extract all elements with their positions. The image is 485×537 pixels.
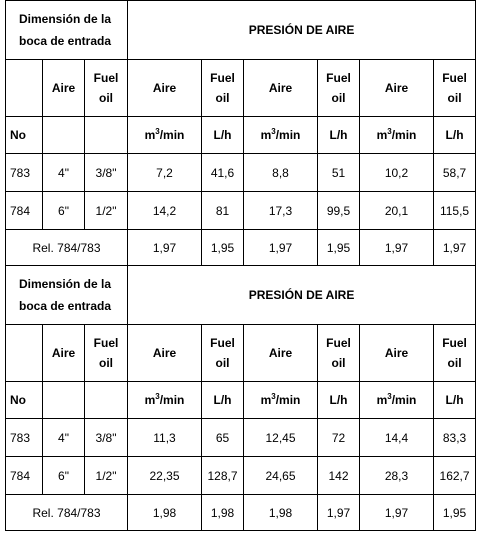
inlet-title-line1: Dimensión de la — [19, 12, 112, 26]
row-value: 17,3 — [244, 192, 318, 230]
air-label: Aire — [152, 346, 177, 360]
row-value: 81 — [202, 192, 244, 230]
fuel-label-line1: Fuel — [93, 336, 119, 350]
fuel-label-line2: oil — [215, 356, 230, 370]
ratio-value: 1,97 — [360, 495, 434, 531]
row-value: 58,7 — [434, 154, 476, 192]
table-row — [6, 192, 476, 230]
air-pressure-title: PRESIÓN DE AIRE — [248, 23, 355, 37]
air-unit-base: m — [260, 128, 272, 142]
air-unit-base: m — [260, 393, 272, 407]
fuel-unit: L/h — [329, 128, 348, 142]
ratio-value: 1,95 — [202, 230, 244, 266]
air-pressure-title: PRESIÓN DE AIRE — [248, 288, 355, 302]
air-unit-exponent: 3 — [155, 392, 160, 401]
unit-fuel-cell — [318, 382, 360, 419]
air-label: Aire — [51, 346, 76, 360]
row-value: 72 — [318, 419, 360, 457]
row-fuel-size: 1/2" — [85, 457, 128, 495]
air-unit-base: m — [144, 393, 156, 407]
unit-air-cell — [244, 117, 318, 154]
row-value: 65 — [202, 419, 244, 457]
row-value: 7,2 — [128, 154, 202, 192]
col-header-fuel-flow — [318, 325, 360, 382]
air-unit-base: m — [376, 128, 388, 142]
inlet-title-line2: boca de entrada — [19, 34, 112, 48]
ratio-label: Rel. 784/783 — [6, 495, 128, 531]
col-header-air-flow — [128, 325, 202, 382]
col-header-fuel-oil — [85, 60, 128, 117]
table-row — [6, 457, 476, 495]
blank-cell — [85, 382, 128, 419]
air-unit — [145, 128, 185, 142]
col-header-no — [6, 117, 43, 154]
air-unit-suffix: /min — [391, 128, 417, 142]
row-value: 28,3 — [360, 457, 434, 495]
row-value: 20,1 — [360, 192, 434, 230]
row-value: 14,2 — [128, 192, 202, 230]
row-fuel-size: 3/8" — [85, 419, 128, 457]
row-value: 12,45 — [244, 419, 318, 457]
row-air-size: 4" — [43, 154, 85, 192]
air-unit-exponent: 3 — [271, 127, 276, 136]
unit-fuel-cell — [434, 117, 476, 154]
air-unit-suffix: /min — [159, 128, 185, 142]
fuel-label-line2: oil — [99, 356, 113, 370]
row-number: 783 — [6, 419, 43, 457]
ratio-value: 1,97 — [360, 230, 434, 266]
col-header-no — [6, 382, 43, 419]
unit-fuel-cell — [202, 117, 244, 154]
ratio-value: 1,97 — [128, 230, 202, 266]
air-unit-suffix: /min — [391, 393, 417, 407]
row-fuel-size: 3/8" — [85, 154, 128, 192]
fuel-unit: L/h — [329, 393, 348, 407]
col-header-air-flow — [244, 325, 318, 382]
ratio-value: 1,98 — [202, 495, 244, 531]
air-unit-base: m — [144, 128, 156, 142]
air-unit-suffix: /min — [275, 393, 301, 407]
unit-air-cell — [244, 382, 318, 419]
inlet-dimension-header — [6, 266, 128, 325]
row-number: 784 — [6, 457, 43, 495]
col-header-air — [43, 325, 85, 382]
fuel-label-line2: oil — [447, 91, 462, 105]
air-unit-exponent: 3 — [271, 392, 276, 401]
row-value: 22,35 — [128, 457, 202, 495]
blank-cell — [43, 117, 85, 154]
table-row — [6, 154, 476, 192]
ratio-row — [6, 230, 476, 266]
fuel-unit: L/h — [445, 128, 464, 142]
fuel-label-line1: Fuel — [442, 71, 467, 85]
row-value: 24,65 — [244, 457, 318, 495]
fuel-label-line1: Fuel — [442, 336, 467, 350]
row-value: 11,3 — [128, 419, 202, 457]
row-value: 14,4 — [360, 419, 434, 457]
air-label: Aire — [51, 81, 76, 95]
fuel-unit: L/h — [445, 393, 464, 407]
row-number: 783 — [6, 154, 43, 192]
air-label: Aire — [384, 346, 409, 360]
blank-cell — [6, 60, 43, 117]
fuel-label-line2: oil — [331, 356, 346, 370]
unit-fuel-cell — [318, 117, 360, 154]
no-label: No — [10, 393, 26, 407]
fuel-label-line1: Fuel — [210, 71, 235, 85]
row-value: 142 — [318, 457, 360, 495]
fuel-label-line2: oil — [331, 91, 346, 105]
col-header-fuel-flow — [434, 60, 476, 117]
ratio-value: 1,98 — [244, 495, 318, 531]
air-label: Aire — [268, 346, 293, 360]
air-unit-suffix: /min — [159, 393, 185, 407]
air-pressure-header — [128, 1, 476, 60]
col-header-air-flow — [360, 60, 434, 117]
fuel-unit: L/h — [213, 393, 232, 407]
row-value: 8,8 — [244, 154, 318, 192]
col-header-air-flow — [128, 60, 202, 117]
fuel-label-line1: Fuel — [210, 336, 235, 350]
blank-cell — [43, 382, 85, 419]
fuel-label-line2: oil — [215, 91, 230, 105]
row-value: 51 — [318, 154, 360, 192]
ratio-value: 1,98 — [128, 495, 202, 531]
inlet-dimension-header — [6, 1, 128, 60]
row-value: 41,6 — [202, 154, 244, 192]
blank-cell — [85, 117, 128, 154]
unit-air-cell — [360, 117, 434, 154]
air-label: Aire — [384, 81, 409, 95]
row-air-size: 4" — [43, 419, 85, 457]
air-unit — [377, 128, 417, 142]
col-header-fuel-flow — [202, 60, 244, 117]
unit-fuel-cell — [202, 382, 244, 419]
air-unit-suffix: /min — [275, 128, 301, 142]
row-value: 99,5 — [318, 192, 360, 230]
air-unit — [377, 393, 417, 407]
fuel-label-line2: oil — [447, 356, 462, 370]
air-unit-exponent: 3 — [387, 127, 392, 136]
unit-air-cell — [360, 382, 434, 419]
unit-air-cell — [128, 382, 202, 419]
col-header-fuel-flow — [318, 60, 360, 117]
ratio-value: 1,95 — [318, 230, 360, 266]
air-unit — [145, 393, 185, 407]
ratio-value: 1,95 — [434, 495, 476, 531]
air-pressure-header — [128, 266, 476, 325]
row-fuel-size: 1/2" — [85, 192, 128, 230]
unit-air-cell — [128, 117, 202, 154]
unit-fuel-cell — [434, 382, 476, 419]
table-row — [6, 419, 476, 457]
ratio-value: 1,97 — [318, 495, 360, 531]
row-air-size: 6" — [43, 192, 85, 230]
row-value: 10,2 — [360, 154, 434, 192]
air-unit-exponent: 3 — [387, 392, 392, 401]
row-air-size: 6" — [43, 457, 85, 495]
fuel-label-line1: Fuel — [326, 71, 351, 85]
col-header-fuel-flow — [202, 325, 244, 382]
ratio-value: 1,97 — [244, 230, 318, 266]
air-label: Aire — [152, 81, 177, 95]
row-number: 784 — [6, 192, 43, 230]
data-table-2 — [5, 265, 476, 531]
ratio-label: Rel. 784/783 — [6, 230, 128, 266]
row-value: 128,7 — [202, 457, 244, 495]
col-header-air — [43, 60, 85, 117]
fuel-unit: L/h — [213, 128, 232, 142]
col-header-fuel-flow — [434, 325, 476, 382]
no-label: No — [10, 128, 26, 142]
row-value: 83,3 — [434, 419, 476, 457]
col-header-air-flow — [244, 60, 318, 117]
row-value: 115,5 — [434, 192, 476, 230]
blank-cell — [6, 325, 43, 382]
row-value: 162,7 — [434, 457, 476, 495]
fuel-label-line1: Fuel — [93, 71, 119, 85]
col-header-air-flow — [360, 325, 434, 382]
air-unit-exponent: 3 — [155, 127, 160, 136]
inlet-title-line2: boca de entrada — [19, 299, 112, 313]
air-label: Aire — [268, 81, 293, 95]
air-unit-base: m — [376, 393, 388, 407]
ratio-value: 1,97 — [434, 230, 476, 266]
air-unit — [261, 393, 301, 407]
ratio-row — [6, 495, 476, 531]
fuel-label-line2: oil — [99, 91, 113, 105]
inlet-title-line1: Dimensión de la — [19, 277, 112, 291]
data-table-1 — [5, 0, 476, 266]
fuel-label-line1: Fuel — [326, 336, 351, 350]
col-header-fuel-oil — [85, 325, 128, 382]
air-unit — [261, 128, 301, 142]
